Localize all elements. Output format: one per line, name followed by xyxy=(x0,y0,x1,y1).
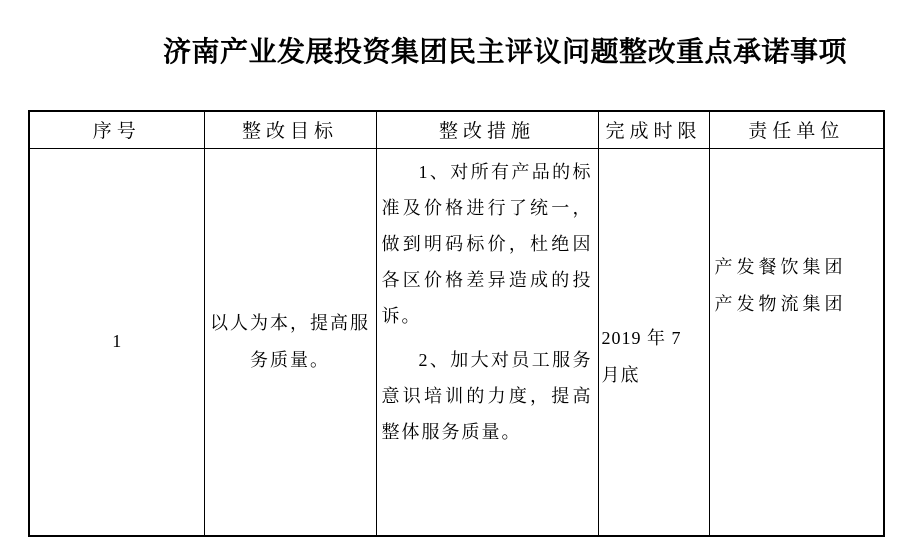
table-header-row xyxy=(29,111,884,148)
document-title: 济南产业发展投资集团民主评议问题整改重点承诺事项 xyxy=(162,37,847,68)
column-header-unit: 责任单位 xyxy=(709,111,884,148)
cell-completion-deadline xyxy=(598,148,709,536)
measure-item: 1、对所有产品的标准及价格进行了统一，做到明码标价，杜绝因各区价格差异造成的投诉。 xyxy=(381,161,593,326)
column-header-measures: 整改措施 xyxy=(376,111,598,148)
cell-rectification-measures xyxy=(376,148,598,536)
measure-item: 2、加大对员工服务意识培训的力度，提高整体服务质量。 xyxy=(381,349,593,442)
column-header-deadline: 完成时限 xyxy=(598,111,709,148)
cell-row-index: 1 xyxy=(29,148,204,536)
rectification-table xyxy=(28,110,885,537)
responsible-unit: 产发物流集团 xyxy=(714,293,847,314)
cell-responsible-units xyxy=(709,148,884,536)
deadline-text: 2019 年 7 月底 xyxy=(601,327,682,385)
table-row xyxy=(29,148,884,536)
cell-rectification-target: 以人为本，提高服务质量。 xyxy=(204,148,376,536)
responsible-unit: 产发餐饮集团 xyxy=(714,256,847,277)
column-header-index: 序号 xyxy=(29,111,204,148)
column-header-target: 整改目标 xyxy=(204,111,376,148)
